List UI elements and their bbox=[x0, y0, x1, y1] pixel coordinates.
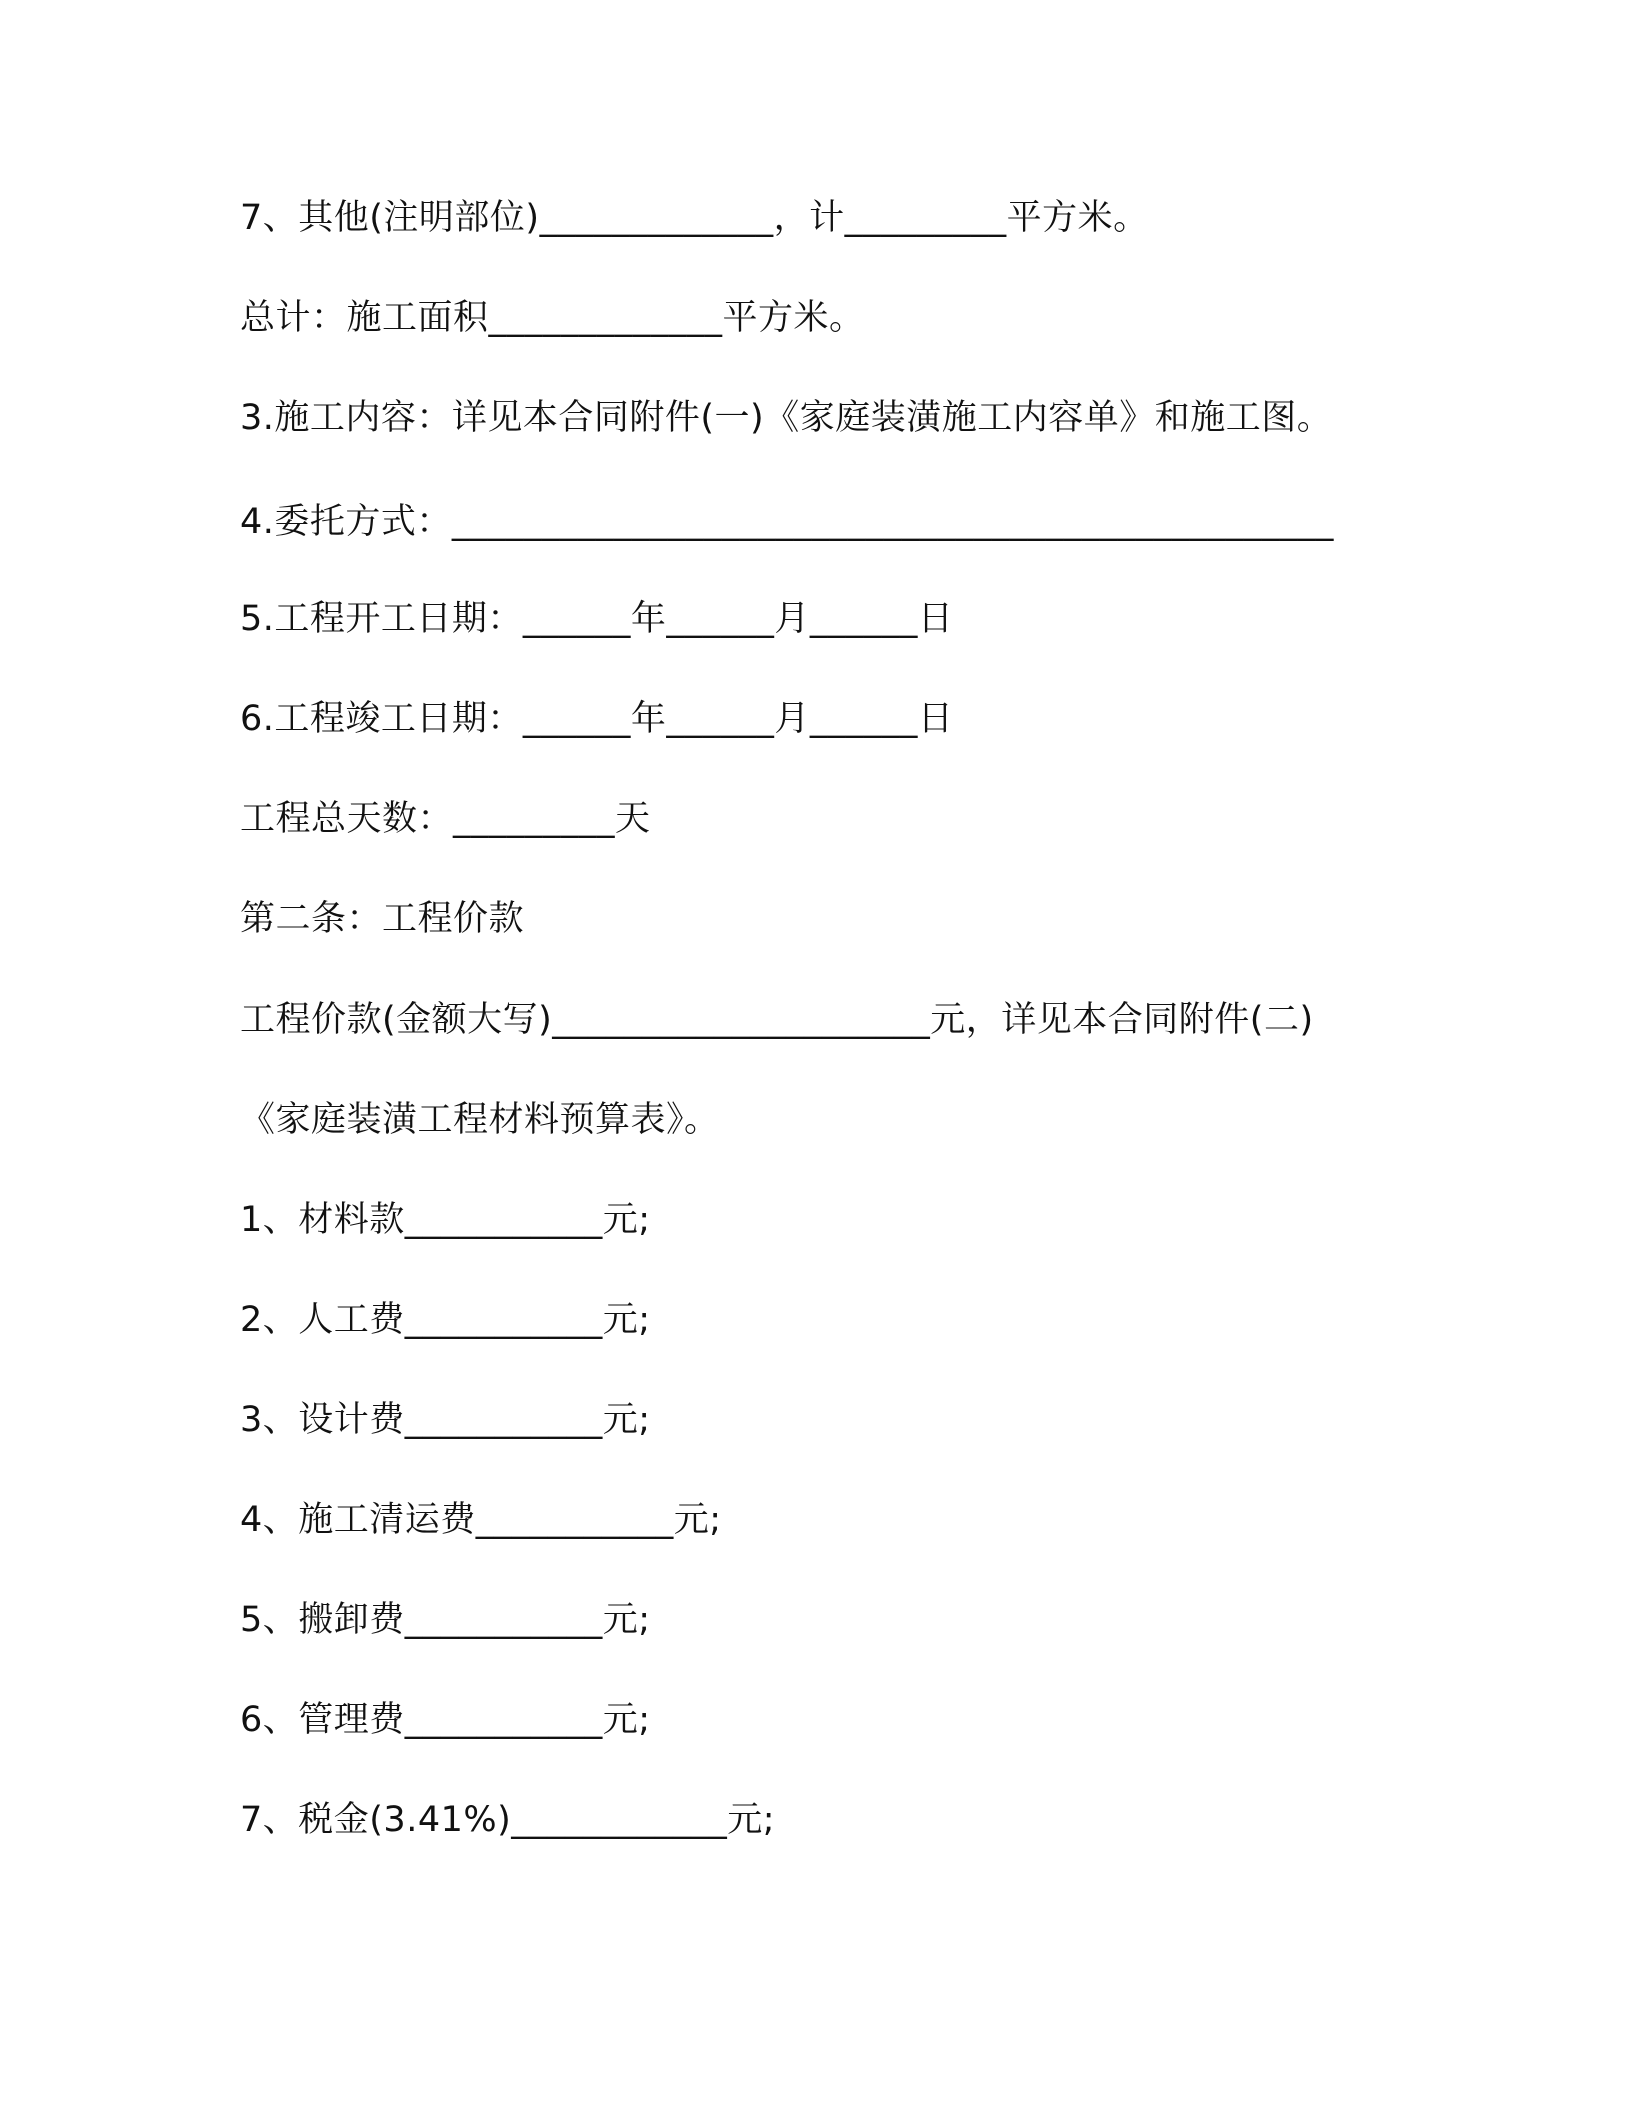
text-line-cleanup-fee: 4、施工清运费___________元; bbox=[240, 1500, 722, 1540]
section-heading-article-2: 第二条：工程价款 bbox=[240, 899, 525, 939]
text-line-start-date: 5.工程开工日期：______年______月______日 bbox=[240, 599, 954, 639]
text-line-budget-table: 《家庭装潢工程材料预算表》。 bbox=[240, 1100, 720, 1140]
text-line-project-price: 工程价款(金额大写)_____________________元，详见本合同附件(二) bbox=[240, 1000, 1314, 1040]
text-line-material-cost: 1、材料款___________元; bbox=[240, 1200, 651, 1240]
text-line-commission-method: 4.委托方式：_________________________________________________ bbox=[240, 502, 1334, 542]
text-line-labor-cost: 2、人工费___________元; bbox=[240, 1300, 651, 1340]
text-line-construction-content: 3.施工内容：详见本合同附件(一)《家庭装潢施工内容单》和施工图。 bbox=[240, 398, 1333, 438]
text-line-total-area: 总计：施工面积_____________平方米。 bbox=[240, 298, 865, 338]
text-line-management-fee: 6、管理费___________元; bbox=[240, 1700, 651, 1740]
text-line-tax: 7、税金(3.41%)____________元; bbox=[240, 1800, 776, 1840]
text-line-handling-fee: 5、搬卸费___________元; bbox=[240, 1600, 651, 1640]
text-line-total-days: 工程总天数：_________天 bbox=[240, 799, 651, 839]
text-line-design-fee: 3、设计费___________元; bbox=[240, 1400, 651, 1440]
text-line-other-area: 7、其他(注明部位)_____________，计_________平方米。 bbox=[240, 198, 1149, 238]
text-line-completion-date: 6.工程竣工日期：______年______月______日 bbox=[240, 699, 954, 739]
